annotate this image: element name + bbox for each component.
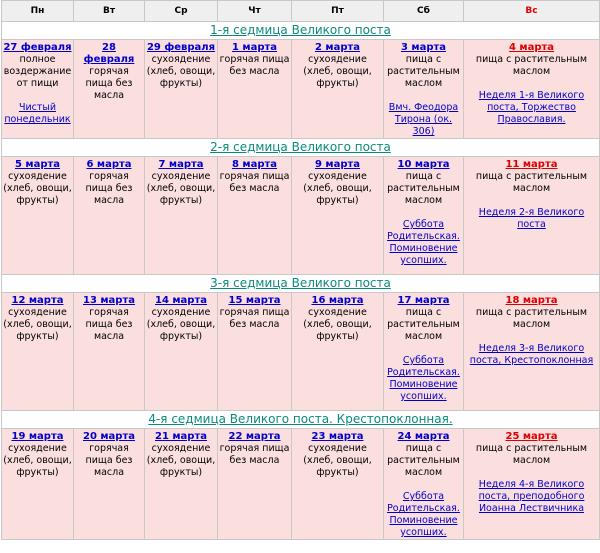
commemoration-link[interactable]: Неделя 1-я Великого поста, Торжество Православия.: [478, 90, 585, 125]
fasting-rule-text: пища с растительным маслом: [387, 307, 460, 342]
commemoration-link[interactable]: Суббота Родительская. Поминовение усопших.: [387, 355, 460, 402]
day-cell: [145, 293, 218, 411]
fasting-rule-text: сухоядение (хлеб, овощи, фрукты): [146, 54, 216, 89]
fasting-rule-text: сухоядение (хлеб, овощи, фрукты): [146, 171, 216, 206]
date-link[interactable]: 8 марта: [231, 159, 278, 170]
fasting-rule-text: сухоядение (хлеб, овощи, фрукты): [303, 171, 372, 206]
week-title-link[interactable]: 2-я седмица Великого поста: [2, 139, 600, 157]
sunday-cell: [464, 40, 600, 139]
commemoration-link[interactable]: Неделя 2-я Великого поста: [478, 207, 585, 230]
date-link[interactable]: 14 марта: [154, 295, 208, 306]
fasting-rule-text: пища с растительным маслом: [475, 443, 588, 466]
date-link[interactable]: 28 февраля: [83, 42, 135, 65]
date-link[interactable]: 17 марта: [397, 295, 450, 306]
date-link[interactable]: 23 марта: [311, 431, 364, 442]
date-link[interactable]: 25 марта: [505, 431, 558, 442]
date-link[interactable]: 15 марта: [228, 295, 281, 306]
day-cell: [2, 40, 74, 139]
sunday-cell: [464, 429, 600, 540]
date-link[interactable]: 13 марта: [82, 295, 136, 306]
date-link[interactable]: 5 марта: [14, 159, 61, 170]
day-cell: [384, 157, 464, 275]
week-title-row: [2, 411, 600, 429]
fasting-rule-text: сухоядение (хлеб, овощи, фрукты): [303, 443, 372, 478]
day-cell: [292, 429, 384, 540]
day-cell: [2, 429, 74, 540]
fasting-rule-text: горячая пища без масла: [219, 171, 290, 194]
weekday-header-row: [2, 1, 600, 22]
day-cell: [74, 293, 145, 411]
day-cell: [384, 40, 464, 139]
commemoration-link[interactable]: Чистый понедельник: [4, 102, 71, 125]
day-cell: [145, 157, 218, 275]
fasting-rule-text: сухоядение (хлеб, овощи, фрукты): [146, 307, 216, 342]
weekday-header: Пт: [292, 1, 384, 22]
fasting-rule-text: сухоядение (хлеб, овощи, фрукты): [303, 307, 372, 342]
day-cell: [384, 429, 464, 540]
date-link[interactable]: 3 марта: [400, 42, 447, 53]
fasting-rule-text: пища с растительным маслом: [475, 307, 588, 330]
date-link[interactable]: 29 февраля: [146, 42, 216, 53]
fasting-rule-text: сухоядение (хлеб, овощи, фрукты): [3, 443, 72, 478]
date-link[interactable]: 2 марта: [314, 42, 361, 53]
weekday-header: Чт: [218, 1, 292, 22]
weekday-header: Сб: [384, 1, 464, 22]
fasting-rule-text: горячая пища без масла: [85, 443, 133, 478]
fasting-rule-text: горячая пища без масла: [219, 54, 290, 77]
fasting-rule-text: полное воздержание от пищи: [3, 54, 72, 89]
day-cell: [74, 429, 145, 540]
day-cell: [145, 40, 218, 139]
week-days-row: [2, 157, 600, 275]
day-cell: [384, 293, 464, 411]
date-link[interactable]: 27 февраля: [3, 42, 72, 53]
fasting-rule-text: горячая пища без масла: [219, 443, 290, 466]
date-link[interactable]: 9 марта: [314, 159, 361, 170]
date-link[interactable]: 19 марта: [11, 431, 64, 442]
week-title-row: [2, 22, 600, 40]
week-days-row: [2, 40, 600, 139]
week-days-row: [2, 293, 600, 411]
date-link[interactable]: 10 марта: [397, 159, 450, 170]
day-cell: [292, 40, 384, 139]
date-link[interactable]: 12 марта: [11, 295, 64, 306]
day-cell: [218, 40, 292, 139]
day-cell: [2, 157, 74, 275]
fasting-rule-text: сухоядение (хлеб, овощи, фрукты): [146, 443, 216, 478]
weekday-header: Пн: [2, 1, 74, 22]
fasting-rule-text: пища с растительным маслом: [475, 171, 588, 194]
fasting-rule-text: пища с растительным маслом: [387, 54, 460, 89]
commemoration-link[interactable]: Вмч. Феодора Тирона (ок. 306): [388, 102, 459, 137]
week-title-row: [2, 139, 600, 157]
date-link[interactable]: 7 марта: [158, 159, 204, 170]
weekday-header: Вт: [74, 1, 145, 22]
fasting-rule-text: горячая пища без масла: [85, 171, 133, 206]
day-cell: [218, 429, 292, 540]
week-days-row: [2, 429, 600, 540]
date-link[interactable]: 11 марта: [505, 159, 558, 170]
date-link[interactable]: 4 марта: [508, 42, 555, 53]
week-title-link[interactable]: 4-я седмица Великого поста. Крестопоклонная.: [2, 411, 600, 429]
week-title-row: [2, 275, 600, 293]
fasting-rule-text: сухоядение (хлеб, овощи, фрукты): [3, 307, 72, 342]
fasting-rule-text: пища с растительным маслом: [387, 171, 460, 206]
date-link[interactable]: 16 марта: [311, 295, 364, 306]
date-link[interactable]: 21 марта: [154, 431, 208, 442]
date-link[interactable]: 1 марта: [231, 42, 278, 53]
weekday-header-sunday: Вс: [464, 1, 600, 22]
sunday-cell: [464, 157, 600, 275]
fasting-rule-text: горячая пища без масла: [219, 307, 290, 330]
date-link[interactable]: 6 марта: [86, 159, 132, 170]
commemoration-link[interactable]: Неделя 3-я Великого поста, Крестопоклонная: [469, 343, 594, 366]
day-cell: [218, 293, 292, 411]
fasting-rule-text: сухоядение (хлеб, овощи, фрукты): [3, 171, 72, 206]
day-cell: [145, 429, 218, 540]
date-link[interactable]: 18 марта: [505, 295, 558, 306]
day-cell: [74, 157, 145, 275]
sunday-cell: [464, 293, 600, 411]
week-title-link[interactable]: 3-я седмица Великого поста: [2, 275, 600, 293]
commemoration-link[interactable]: Суббота Родительская. Поминовение усопших.: [387, 491, 460, 538]
fasting-rule-text: пища с растительным маслом: [475, 54, 588, 77]
date-link[interactable]: 20 марта: [82, 431, 136, 442]
day-cell: [218, 157, 292, 275]
day-cell: [74, 40, 145, 139]
commemoration-link[interactable]: Неделя 4-я Великого поста, преподобного Иоанна Лествичника: [478, 479, 585, 514]
day-cell: [2, 293, 74, 411]
day-cell: [292, 157, 384, 275]
day-cell: [292, 293, 384, 411]
date-link[interactable]: 22 марта: [228, 431, 281, 442]
commemoration-link[interactable]: Суббота Родительская. Поминовение усопших.: [387, 219, 460, 266]
fasting-rule-text: пища с растительным маслом: [387, 443, 460, 478]
date-link[interactable]: 24 марта: [397, 431, 450, 442]
fasting-rule-text: горячая пища без масла: [85, 307, 133, 342]
weekday-header: Ср: [145, 1, 218, 22]
fasting-rule-text: горячая пища без масла: [85, 66, 133, 101]
lent-calendar-table: [1, 0, 600, 540]
week-title-link[interactable]: 1-я седмица Великого поста: [2, 22, 600, 40]
fasting-rule-text: сухоядение (хлеб, овощи, фрукты): [303, 54, 372, 89]
